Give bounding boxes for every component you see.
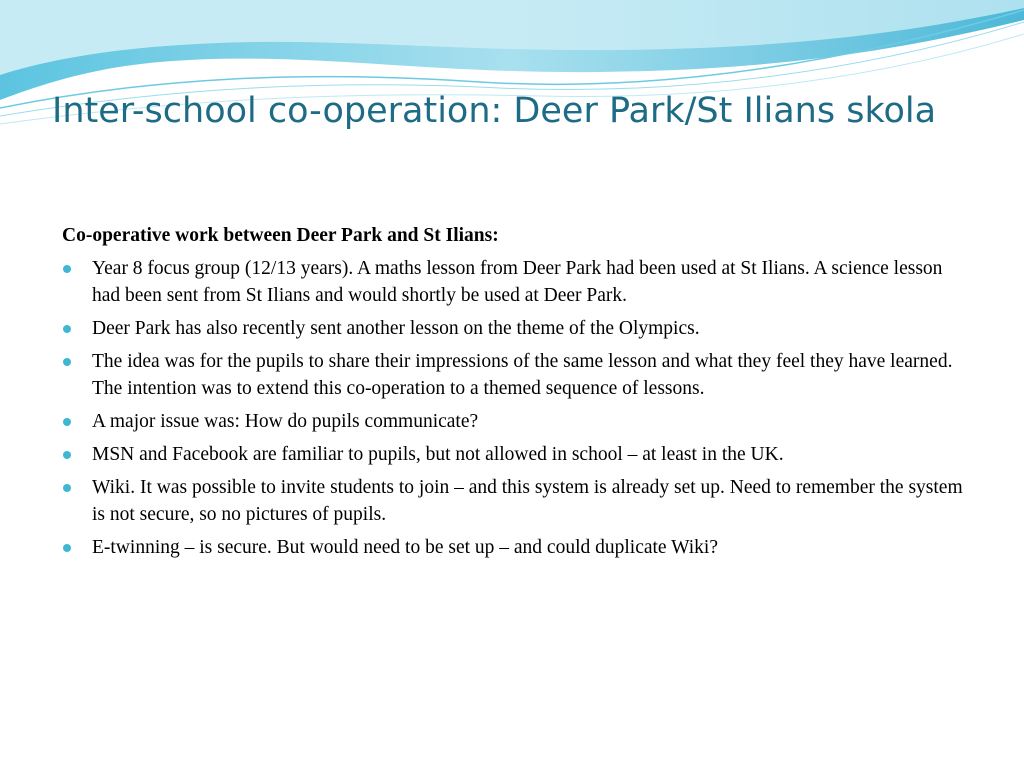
bullet-dot-icon [63, 451, 71, 459]
bullet-dot-icon [63, 358, 71, 366]
slide-title: Inter-school co-operation: Deer Park/St Ilians skola [52, 91, 937, 131]
bullet-item [62, 315, 972, 342]
bullet-text: A major issue was: How do pupils communicate? [92, 411, 479, 432]
slide-content [62, 222, 972, 567]
bullet-dot-icon [63, 418, 71, 426]
bullet-text: MSN and Facebook are familiar to pupils, but not allowed in school – at least in the UK. [92, 444, 784, 465]
bullet-dot-icon [63, 484, 71, 492]
bullet-text: Wiki. It was possible to invite students to join – and this system is already set up. Need to remember the system is not secure, so no pictures of pupils. [92, 477, 963, 525]
bullet-item [62, 408, 972, 435]
bullet-text: Deer Park has also recently sent another lesson on the theme of the Olympics. [92, 318, 700, 339]
bullet-dot-icon [63, 325, 71, 333]
bullet-text: Year 8 focus group (12/13 years). A maths lesson from Deer Park had been used at St Ilians. A science lesson had been sent from St Ilians and would shortly be used at Deer Park. [92, 258, 943, 306]
bullet-item [62, 534, 972, 561]
bullet-text: The idea was for the pupils to share their impressions of the same lesson and what they feel they have learned. The intention was to extend this co-operation to a themed sequence of lessons. [92, 351, 953, 399]
bullet-text: E-twinning – is secure. But would need to be set up – and could duplicate Wiki? [92, 537, 718, 558]
content-heading: Co-operative work between Deer Park and St Ilians: [62, 225, 499, 246]
bullet-dot-icon [63, 544, 71, 552]
bullet-item [62, 441, 972, 468]
bullet-dot-icon [63, 265, 71, 273]
bullet-list [62, 255, 972, 561]
bullet-item [62, 255, 972, 309]
bullet-item [62, 474, 972, 528]
bullet-item [62, 348, 972, 402]
